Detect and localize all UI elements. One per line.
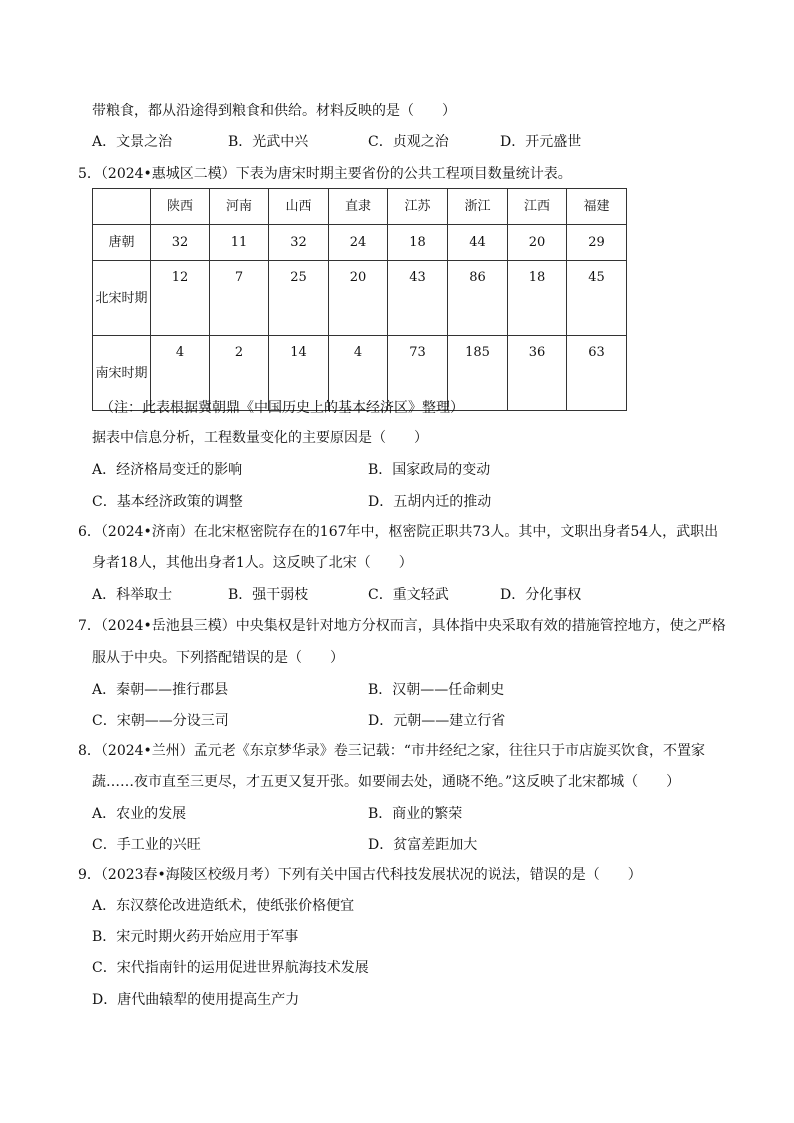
table-header-cell: 浙江 <box>448 189 508 225</box>
table-cell: 45 <box>567 261 627 336</box>
table-row-label: 北宋时期 <box>93 261 151 336</box>
table-cell: 44 <box>448 225 508 261</box>
table-header-cell: 河南 <box>210 189 269 225</box>
table-cell: 36 <box>508 336 567 411</box>
table-cell: 29 <box>567 225 627 261</box>
q4-option-d: D．开元盛世 <box>500 134 582 150</box>
q9-option-c: C．宋代指南针的运用促进世界航海技术发展 <box>92 960 369 976</box>
table-cell: 4 <box>151 336 210 411</box>
q5-option-c: C．基本经济政策的调整 <box>92 494 243 510</box>
table-cell: 4 <box>329 336 388 411</box>
q7-option-a: A．秦朝——推行郡县 <box>92 682 229 698</box>
table-cell: 12 <box>151 261 210 336</box>
table-header-row <box>93 189 627 225</box>
table-row-label: 唐朝 <box>93 225 151 261</box>
table-header-cell: 直隶 <box>329 189 388 225</box>
q9-option-a: A．东汉蔡伦改进造纸术，使纸张价格便宜 <box>92 898 355 914</box>
q7-stem-line1: 7．（2024•岳池县三模）中央集权是针对地方分权而言，具体指中央采取有效的措施管控地方，使之严格 <box>78 618 726 634</box>
q9-stem: 9．（2023春•海陵区校级月考）下列有关中国古代科技发展状况的说法，错误的是（ ） <box>78 867 642 883</box>
table-cell: 25 <box>269 261 329 336</box>
q8-option-b: B．商业的繁荣 <box>368 806 463 822</box>
q8-stem-line1: 8．（2024•兰州）孟元老《东京梦华录》卷三记载：“市井经纪之家，往往只于市店旋买饮食，不置家 <box>78 743 705 759</box>
q4-stem-continuation: 带粮食，都从沿途得到粮食和供给。材料反映的是（ ） <box>92 103 456 119</box>
q6-option-d: D．分化事权 <box>500 587 582 603</box>
table-header-cell: 福建 <box>567 189 627 225</box>
q6-option-c: C．重文轻武 <box>368 587 449 603</box>
table-cell: 18 <box>508 261 567 336</box>
table-cell: 73 <box>388 336 448 411</box>
q6-option-b: B．强干弱枝 <box>228 587 309 603</box>
table-cell: 2 <box>210 336 269 411</box>
table-cell: 11 <box>210 225 269 261</box>
q8-option-a: A．农业的发展 <box>92 806 187 822</box>
q7-option-d: D．元朝——建立行省 <box>368 713 506 729</box>
q5-option-a: A．经济格局变迁的影响 <box>92 462 243 478</box>
q5-question: 据表中信息分析，工程数量变化的主要原因是（ ） <box>92 430 428 446</box>
table-header-cell: 江苏 <box>388 189 448 225</box>
q5-option-d: D．五胡内迁的推动 <box>368 494 492 510</box>
table-header-cell: 陕西 <box>151 189 210 225</box>
q9-option-b: B．宋元时期火药开始应用于军事 <box>92 929 299 945</box>
table-header-cell <box>93 189 151 225</box>
q4-option-b: B．光武中兴 <box>228 134 309 150</box>
table-cell: 63 <box>567 336 627 411</box>
q6-stem-line1: 6．（2024•济南）在北宋枢密院存在的167年中，枢密院正职共73人。其中，文职出身者54人，武职出 <box>78 524 719 540</box>
q4-option-a: A．文景之治 <box>92 134 173 150</box>
table-cell: 43 <box>388 261 448 336</box>
table-cell: 20 <box>329 261 388 336</box>
q6-option-a: A．科举取士 <box>92 587 173 603</box>
q8-option-c: C．手工业的兴旺 <box>92 837 201 853</box>
q8-stem-line2: 蔬……夜市直至三更尽，才五更又复开张。如要闹去处，通晓不绝。”这反映了北宋都城（ ） <box>92 774 681 790</box>
q5-option-b: B．国家政局的变动 <box>368 462 491 478</box>
q6-stem-line2: 身者18人，其他出身者1人。这反映了北宋（ ） <box>92 555 413 571</box>
q5-data-table <box>92 188 627 411</box>
table-header-cell: 山西 <box>269 189 329 225</box>
table-row-label: 南宋时期 <box>93 336 151 411</box>
table-cell: 185 <box>448 336 508 411</box>
q8-option-d: D．贫富差距加大 <box>368 837 478 853</box>
table-cell: 24 <box>329 225 388 261</box>
table-cell: 32 <box>151 225 210 261</box>
q5-table-note: （注：此表根据冀朝鼎《中国历史上的基本经济区》整理） <box>100 400 464 416</box>
table-header-cell: 江西 <box>508 189 567 225</box>
table-row <box>93 225 627 261</box>
q7-option-c: C．宋朝——分设三司 <box>92 713 229 729</box>
table-row <box>93 261 627 336</box>
q9-option-d: D．唐代曲辕犁的使用提高生产力 <box>92 992 300 1008</box>
q4-option-c: C．贞观之治 <box>368 134 449 150</box>
table-cell: 14 <box>269 336 329 411</box>
q5-stem: 5．（2024•惠城区二模）下表为唐宋时期主要省份的公共工程项目数量统计表。 <box>78 166 572 182</box>
table-cell: 86 <box>448 261 508 336</box>
table-cell: 32 <box>269 225 329 261</box>
q7-stem-line2: 服从于中央。下列搭配错误的是（ ） <box>92 650 344 666</box>
table-cell: 7 <box>210 261 269 336</box>
table-cell: 18 <box>388 225 448 261</box>
table-cell: 20 <box>508 225 567 261</box>
q7-option-b: B．汉朝——任命刺史 <box>368 682 505 698</box>
